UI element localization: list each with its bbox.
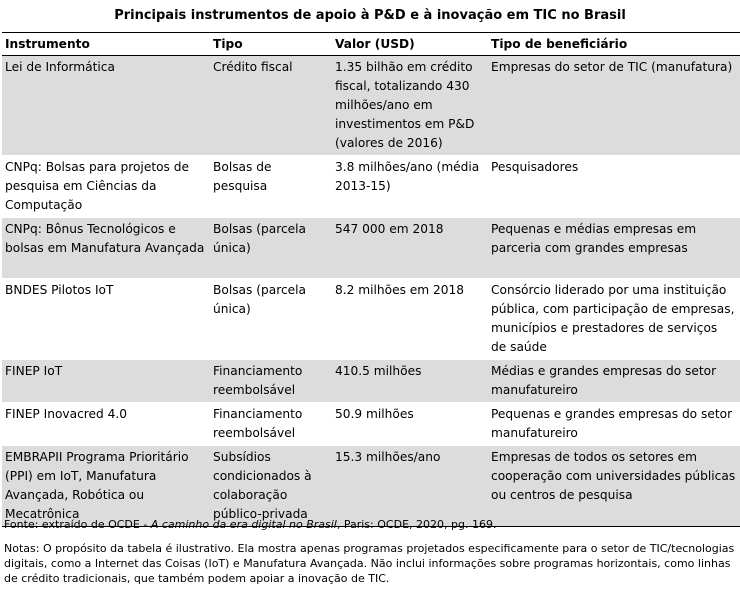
table-row xyxy=(2,446,740,527)
table-row xyxy=(2,218,740,279)
cell-tipo: Bolsas de pesquisa xyxy=(210,156,332,218)
source-prefix: Fonte: extraído de OCDE - xyxy=(4,518,151,531)
cell-beneficiario: Empresas de todos os setores em cooperação com universidades públicas ou centros de pesquisa xyxy=(488,446,740,527)
cell-beneficiario: Pequenas e médias empresas em parceria com grandes empresas xyxy=(488,218,740,279)
cell-tipo: Financiamento reembolsável xyxy=(210,360,332,403)
cell-valor: 547 000 em 2018 xyxy=(332,218,488,279)
instruments-table xyxy=(2,32,740,527)
cell-tipo: Bolsas (parcela única) xyxy=(210,218,332,279)
cell-valor: 410.5 milhões xyxy=(332,360,488,403)
cell-instrumento: FINEP Inovacred 4.0 xyxy=(2,403,210,446)
table-row xyxy=(2,56,740,156)
cell-valor: 8.2 milhões em 2018 xyxy=(332,279,488,360)
cell-beneficiario: Médias e grandes empresas do setor manufatureiro xyxy=(488,360,740,403)
table-body xyxy=(2,56,740,527)
cell-beneficiario: Empresas do setor de TIC (manufatura) xyxy=(488,56,740,156)
cell-instrumento: FINEP IoT xyxy=(2,360,210,403)
cell-tipo: Financiamento reembolsável xyxy=(210,403,332,446)
header-tipo: Tipo xyxy=(210,33,332,56)
table-row xyxy=(2,279,740,360)
source-note xyxy=(4,518,496,532)
cell-valor: 15.3 milhões/ano xyxy=(332,446,488,527)
cell-beneficiario: Pesquisadores xyxy=(488,156,740,218)
cell-beneficiario: Consórcio liderado por uma instituição pública, com participação de empresas, municípios e prestadores de serviços de saúde xyxy=(488,279,740,360)
header-row xyxy=(2,33,740,56)
cell-instrumento: BNDES Pilotos IoT xyxy=(2,279,210,360)
header-beneficiario: Tipo de beneficiário xyxy=(488,33,740,56)
cell-instrumento: EMBRAPII Programa Prioritário (PPI) em IoT, Manufatura Avançada, Robótica ou Mecatrônica xyxy=(2,446,210,527)
source-suffix: , Paris: OCDE, 2020, pg. 169. xyxy=(336,518,497,531)
cell-beneficiario: Pequenas e grandes empresas do setor manufatureiro xyxy=(488,403,740,446)
cell-valor: 3.8 milhões/ano (média 2013-15) xyxy=(332,156,488,218)
cell-tipo: Subsídios condicionados à colaboração público-privada xyxy=(210,446,332,527)
cell-valor: 50.9 milhões xyxy=(332,403,488,446)
notes-text: Notas: O propósito da tabela é ilustrativo. Ela mostra apenas programas projetados especificamente para o setor de TIC/tecnologias digitais, como a Internet das Coisas (IoT) e Manufatura Avançada. Não inclui informações sobre programas horizontais, como linhas de crédito tradicionais, que também podem apoiar a inovação de TIC. xyxy=(4,542,735,585)
header-instrumento: Instrumento xyxy=(2,33,210,56)
source-title: A caminho da era digital no Brasil xyxy=(150,518,337,531)
cell-valor: 1.35 bilhão em crédito fiscal, totalizando 430 milhões/ano em investimentos em P&D (valores de 2016) xyxy=(332,56,488,156)
table-row xyxy=(2,403,740,446)
cell-instrumento: Lei de Informática xyxy=(2,56,210,156)
cell-tipo: Bolsas (parcela única) xyxy=(210,279,332,360)
table-title: Principais instrumentos de apoio à P&D e à inovação em TIC no Brasil xyxy=(114,8,626,23)
table-header xyxy=(2,33,740,56)
cell-tipo: Crédito fiscal xyxy=(210,56,332,156)
header-valor: Valor (USD) xyxy=(332,33,488,56)
cell-instrumento: CNPq: Bônus Tecnológicos e bolsas em Manufatura Avançada xyxy=(2,218,210,279)
table-row xyxy=(2,360,740,403)
cell-instrumento: CNPq: Bolsas para projetos de pesquisa em Ciências da Computação xyxy=(2,156,210,218)
table-row xyxy=(2,156,740,218)
